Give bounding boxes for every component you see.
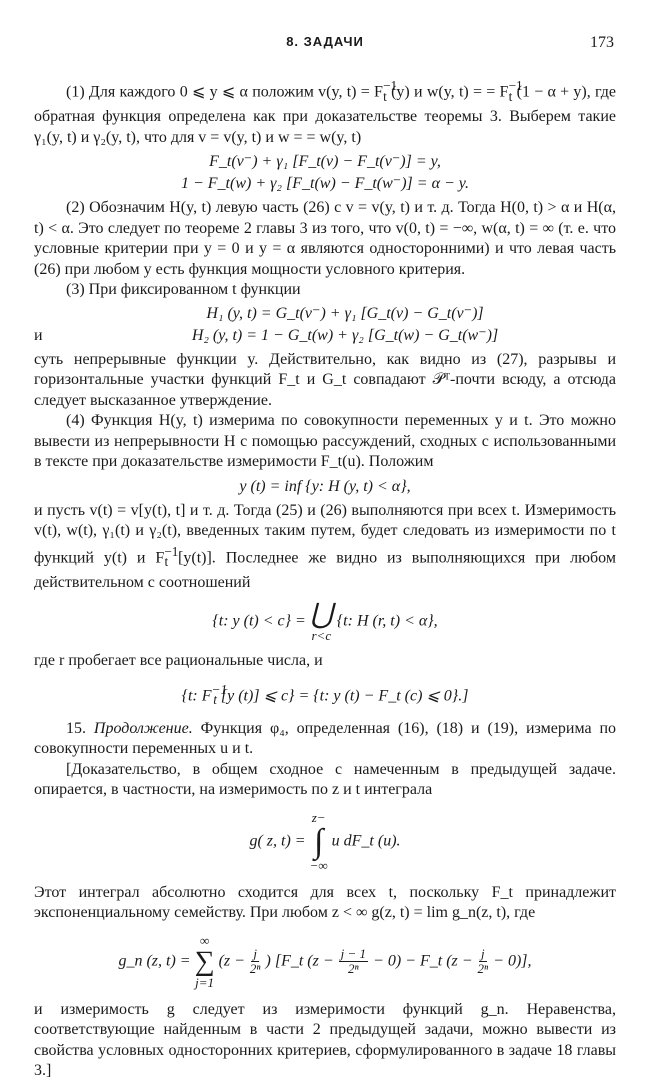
eq5-sub: t: [213, 692, 217, 708]
p1-text-b: (y) и w(y, t) = = F: [391, 83, 509, 101]
problem-text: Функция φ₄, определенная (16), (18) и (19), измерима по совокупности переменных u и t.: [34, 719, 617, 758]
sum-upper-limit: ∞: [199, 932, 210, 948]
sum-operator: [195, 934, 215, 990]
page-body: [34, 76, 616, 1082]
union-subscript: r<c: [311, 628, 332, 644]
p1-sub2: t: [508, 88, 513, 104]
eq4-right: {t: H (r, t) < α},: [336, 612, 438, 630]
page-header: [0, 34, 650, 56]
sum-lower-limit: j=1: [195, 974, 215, 990]
problem-title: Продолжение.: [93, 719, 193, 737]
eq6-right: u dF_t (u).: [331, 832, 401, 850]
p6-text-b: [y(t)]. Последнее же видно из выполняющихся при любом действительном c соотношений: [34, 548, 616, 591]
equation-1-line-2: 1 − F_t(w) + γ₂ [F_t(w) − F_t(w⁻)] = α − y.: [180, 175, 469, 193]
p1-text-a: (1) Для каждого 0 ⩽ y ⩽ α положим v(y, t) = F: [66, 83, 383, 101]
equation-5: [34, 680, 616, 711]
integral-lower-limit: −∞: [309, 857, 328, 873]
fraction-3-num: j: [481, 946, 485, 962]
paragraph-2: (2) Обозначим H(y, t) левую часть (26) с v = v(y, t) и т. д. Тогда H(0, t) > α и H(α, t) < α. Это следует по теореме 2 главы 3 из того, что v(0, t) = −∞, w(α, t) = ∞ (т. е. что условные критерии при y = 0 и y = α являются односторонними) и что левая часть (26) при любом y есть функция мощности условного критерия.: [34, 199, 616, 278]
paragraph-8: [34, 719, 616, 760]
eq6-left: g( z, t) =: [249, 832, 306, 850]
equation-7: [34, 934, 616, 990]
fraction-1-den: 2ⁿ: [249, 961, 261, 977]
equation-3: y (t) = inf {y: H (y, t) < α},: [239, 477, 411, 495]
integral-symbol: ∫: [313, 822, 324, 860]
page-number: 173: [590, 34, 614, 51]
eq4-left: {t: y (t) < c} =: [212, 612, 306, 630]
paragraph-1: [34, 76, 616, 148]
fraction-2-den: 2ⁿ: [348, 961, 359, 977]
paragraph-6: [34, 501, 616, 594]
paragraph-3: (3) При фиксированном t функции: [66, 281, 301, 299]
equation-2-and: и: [34, 327, 43, 345]
paragraph-9: [Доказательство, в общем сходное с намеченным в предыдущей задаче. опирается, в частности, на измеримость по z и t интеграла: [34, 760, 616, 799]
eq5-sup: −1: [211, 681, 228, 697]
equation-4: [34, 601, 616, 643]
eq5-a: {t: F: [181, 686, 212, 704]
p6-text-a: и пусть v(t) = v[y(t), t] и т. д. Тогда (25) и (26) выполняются при всех t. Измеримость v(t), w(t), γ₁(t) и γ₂(t), введенных таким путем, будет следовать из измеримости по t функций y(t) и F: [34, 501, 616, 566]
paragraph-5: (4) Функция H(y, t) измерима по совокупности переменных y и t. Это можно вывести из непрерывности H с помощью рассуждений, сходных с использованными в тексте при доказательстве измеримости F_t(u). Положим: [34, 412, 616, 471]
equation-6: [34, 811, 616, 873]
paragraph-10: Этот интеграл абсолютно сходится для всех t, поскольку F_t принадлежит экспоненциальному семейству. При любом z < ∞ g(z, t) = lim g_n(z, t), где: [34, 883, 616, 922]
fraction-2: [339, 947, 368, 976]
paragraph-11: и измеримость g следует из измеримости функций g_n. Неравенства, соответствующие найденным в части 2 предыдущей задачи, можно вывести из свойства условных односторонних критериев, сформулированного в задаче 18 главы 3.]: [34, 1000, 616, 1080]
union-symbol: ⋃: [309, 599, 333, 631]
p6-sup: −1: [164, 543, 179, 559]
p1-sup1: −1: [382, 78, 398, 93]
paragraph-7: где r пробегает все рациональные числа, и: [34, 652, 323, 670]
integral-operator: [310, 811, 328, 873]
equation-1-line-1: F_t(v⁻) + γ₁ [F_t(v) − F_t(v⁻)] = y,: [209, 153, 441, 171]
p1-text-c: (1 − α + y), где обратная функция определена как при доказательстве теоремы 3. Выберем такие γ₁(y, t) и γ₂(y, t), что для v = v(y, t) и w = = w(y, t): [34, 83, 617, 146]
p1-sub1: t: [383, 88, 387, 104]
eq7-term-2: ) [F_t (z −: [265, 952, 334, 970]
equation-2: [34, 304, 616, 347]
eq7-term-4: − 0)],: [493, 952, 532, 970]
union-operator: [310, 601, 333, 643]
equation-2-line-2: H₂ (y, t) = 1 − G_t(w) + γ₂ [G_t(w) − G_t(w⁻)]: [191, 327, 499, 345]
fraction-1-num: j: [253, 946, 258, 962]
equation-1: [34, 151, 616, 195]
fraction-1: [250, 947, 261, 976]
running-title: 8. ЗАДАЧИ: [286, 34, 364, 49]
eq7-term-1: (z −: [218, 952, 245, 970]
paragraph-4: суть непрерывные функции y. Действительно, как видно из (27), разрывы и горизонтальные участки функций F_t и G_t совпадают 𝒫ᵀ-почти всюду, а отсюда следует высказанное утверждение.: [34, 350, 616, 409]
equation-2-line-1: H₁ (y, t) = G_t(v⁻) + γ₁ [G_t(v) − G_t(v⁻)]: [206, 304, 484, 322]
problem-number: 15.: [66, 719, 86, 737]
fraction-2-num: j − 1: [340, 946, 367, 962]
integral-upper-limit: z−: [311, 809, 326, 825]
eq7-left: g_n (z, t) =: [118, 952, 191, 970]
p1-sup2: −1: [508, 78, 523, 93]
fraction-3: [478, 947, 489, 976]
eq7-term-3: − 0) − F_t (z −: [373, 952, 473, 970]
p6-sub: t: [164, 554, 169, 570]
eq5-b: [y (t)] ⩽ c} = {t: y (t) − F_t (c) ⩽ 0}.]: [220, 686, 469, 704]
sum-symbol: ∑: [194, 945, 215, 977]
fraction-3-den: 2ⁿ: [477, 961, 489, 977]
